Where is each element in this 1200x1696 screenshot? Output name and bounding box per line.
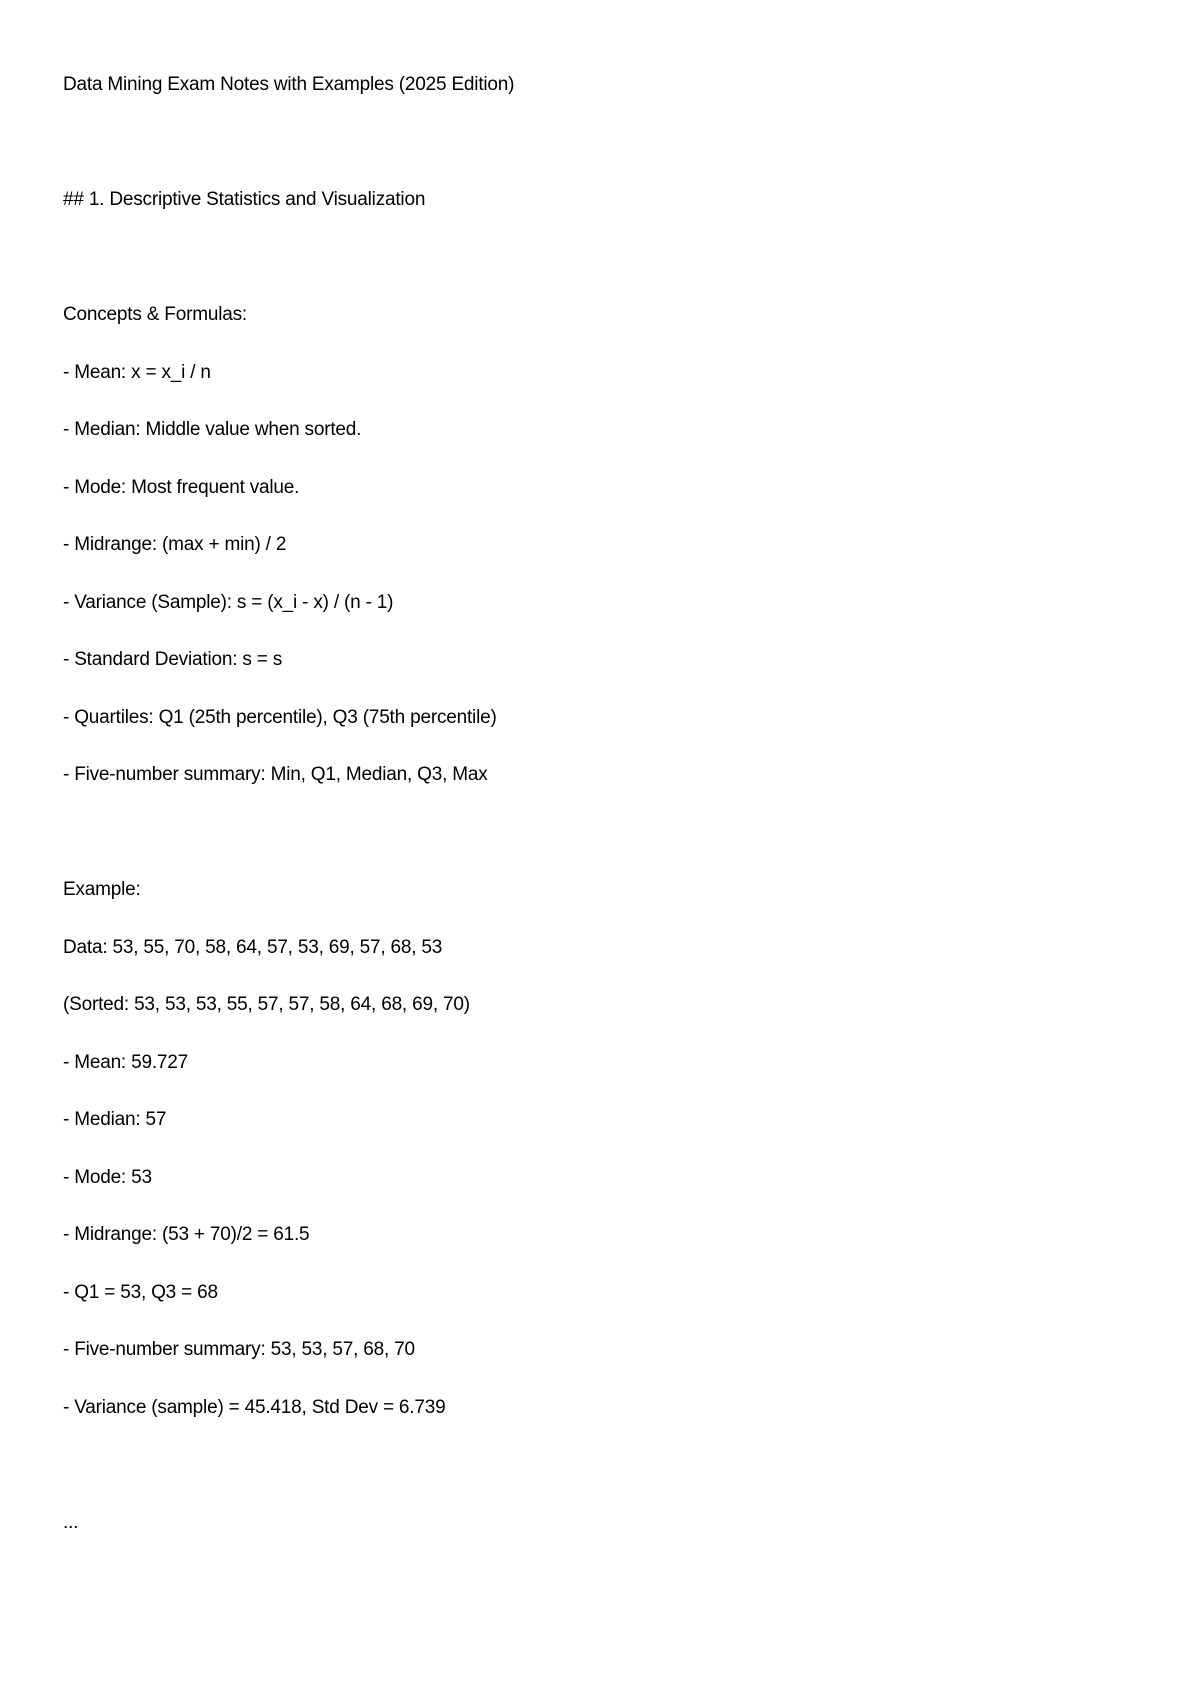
example-result-quartiles: - Q1 = 53, Q3 = 68 bbox=[63, 1282, 218, 1303]
example-sorted-line: (Sorted: 53, 53, 53, 55, 57, 57, 58, 64, 68, 69, 70) bbox=[63, 994, 470, 1015]
concept-item-median: - Median: Middle value when sorted. bbox=[63, 419, 362, 440]
concept-item-midrange: - Midrange: (max + min) / 2 bbox=[63, 534, 287, 555]
ellipsis-text: ... bbox=[63, 1512, 79, 1533]
concept-item-std-dev: - Standard Deviation: s = s bbox=[63, 649, 283, 670]
example-data-line: Data: 53, 55, 70, 58, 64, 57, 53, 69, 57, 68, 53 bbox=[63, 937, 443, 958]
example-result-median: - Median: 57 bbox=[63, 1109, 167, 1130]
concept-item-mode: - Mode: Most frequent value. bbox=[63, 477, 300, 498]
example-result-five-number: - Five-number summary: 53, 53, 57, 68, 70 bbox=[63, 1339, 415, 1360]
concept-item-variance: - Variance (Sample): s = (x_i - x) / (n - 1) bbox=[63, 592, 394, 613]
section-heading: ## 1. Descriptive Statistics and Visualization bbox=[63, 189, 426, 210]
concept-item-mean: - Mean: x = x_i / n bbox=[63, 362, 211, 383]
concept-item-five-number: - Five-number summary: Min, Q1, Median, Q3, Max bbox=[63, 764, 488, 785]
concept-item-quartiles: - Quartiles: Q1 (25th percentile), Q3 (75th percentile) bbox=[63, 707, 497, 728]
document-title: Data Mining Exam Notes with Examples (2025 Edition) bbox=[63, 74, 515, 95]
example-heading: Example: bbox=[63, 879, 141, 900]
example-result-mode: - Mode: 53 bbox=[63, 1167, 152, 1188]
example-result-variance: - Variance (sample) = 45.418, Std Dev = 6.739 bbox=[63, 1397, 446, 1418]
example-result-midrange: - Midrange: (53 + 70)/2 = 61.5 bbox=[63, 1224, 310, 1245]
example-result-mean: - Mean: 59.727 bbox=[63, 1052, 189, 1073]
concepts-heading: Concepts & Formulas: bbox=[63, 304, 247, 325]
